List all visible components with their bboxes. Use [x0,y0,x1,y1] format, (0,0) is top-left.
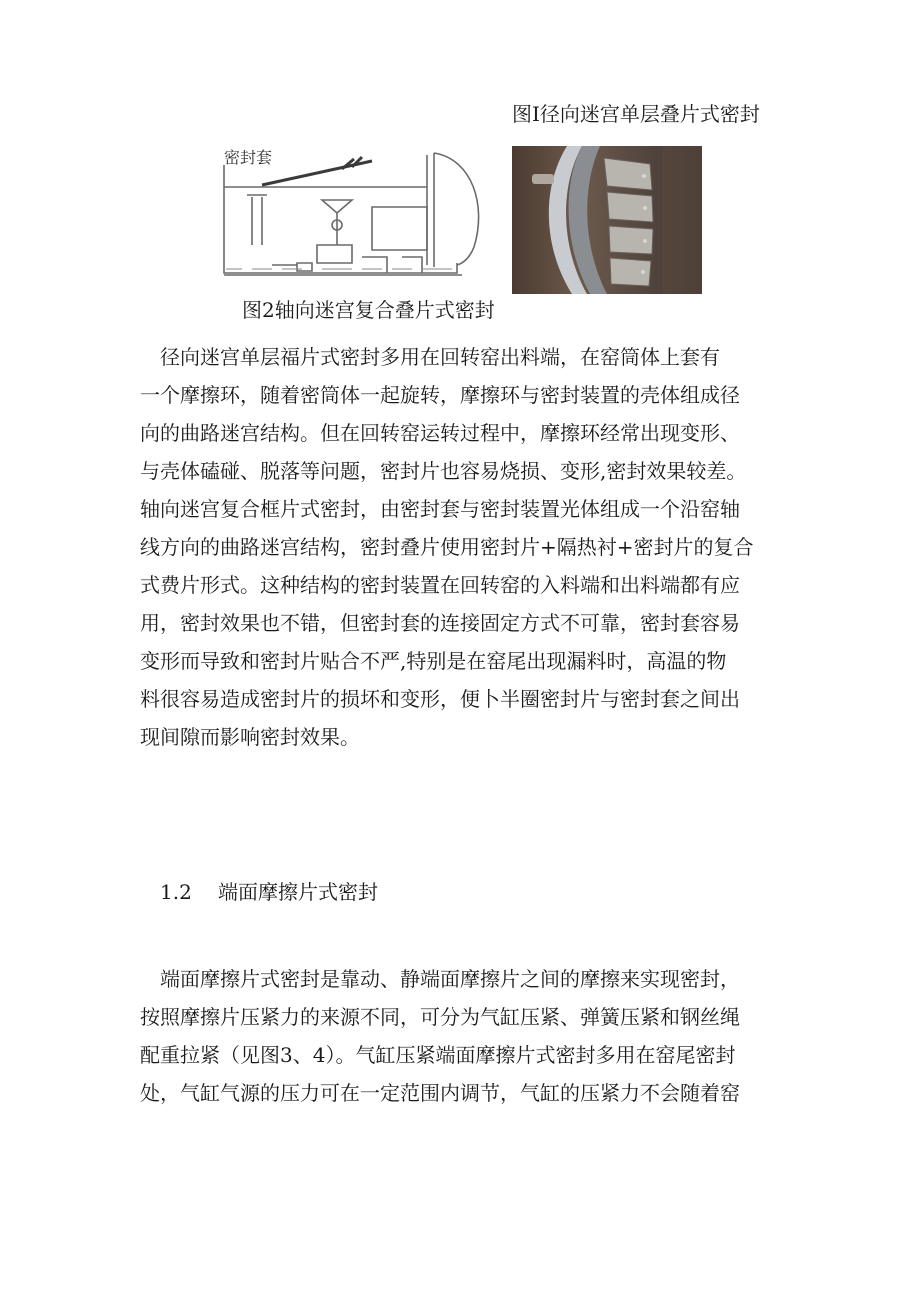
section-number: 1.2 [160,880,192,904]
paragraph-line: 现间隙而影响密封效果。 [140,725,360,749]
paragraph-line: 与壳体磕碰、脱落等问题，密封片也容易烧损、变形,密封效果较差。 [140,459,747,483]
section-heading [160,877,378,907]
paragraph-line: 式费片形式。这种结构的密封装置在回转窑的入料端和出料端都有应 [140,573,740,597]
paragraph-line: 用，密封效果也不错，但密封套的连接固定方式不可靠，密封套容易 [140,611,740,635]
seal-sleeve-label: 密封套 [224,148,273,167]
paragraph-line: 处，气缸气源的压力可在一定范围内调节，气缸的压紧力不会随着窑 [140,1081,740,1105]
section-title: 端面摩擦片式密封 [218,880,378,904]
figure-2-caption: 图2轴向迷宫复合叠片式密封 [242,298,495,322]
paragraph-line: 变形而导致和密封片贴合不严,特别是在窑尾出现漏料时，高温的物 [140,649,727,673]
seal-photo-svg [512,146,702,294]
paragraph-line: 配重拉紧（见图3、4）。气缸压紧端面摩擦片式密封多用在窑尾密封 [140,1043,736,1067]
seal-drawing-svg [212,145,497,293]
paragraph-line: 料很容易造成密封片的损坏和变形，便卜半圈密封片与密封套之间出 [140,687,740,711]
seal-technical-drawing [212,145,497,293]
seal-photograph [512,146,702,294]
body-paragraph-2 [140,960,740,1112]
figure-1-caption: 图I径向迷宫单层叠片式密封 [512,102,760,126]
paragraph-line: 向的曲路迷宫结构。但在回转窑运转过程中，摩擦环经常出现变形、 [140,421,740,445]
paragraph-line: 端面摩擦片式密封是靠动、静端面摩擦片之间的摩擦来实现密封， [140,967,740,991]
paragraph-line: 轴向迷宫复合框片式密封，由密封套与密封装置光体组成一个沿窑轴 [140,497,740,521]
paragraph-line: 一个摩擦环，随着密筒体一起旋转，摩擦环与密封装置的壳体组成径 [140,383,740,407]
paragraph-line: 按照摩擦片压紧力的来源不同，可分为气缸压紧、弹簧压紧和钢丝绳 [140,1005,740,1029]
body-paragraph-1 [140,338,754,756]
paragraph-line: 径向迷宫单层福片式密封多用在回转窑出料端，在窑筒体上套有 [140,345,720,369]
paragraph-line: 线方向的曲路迷宫结构，密封叠片使用密封片+隔热衬+密封片的复合 [140,535,754,559]
